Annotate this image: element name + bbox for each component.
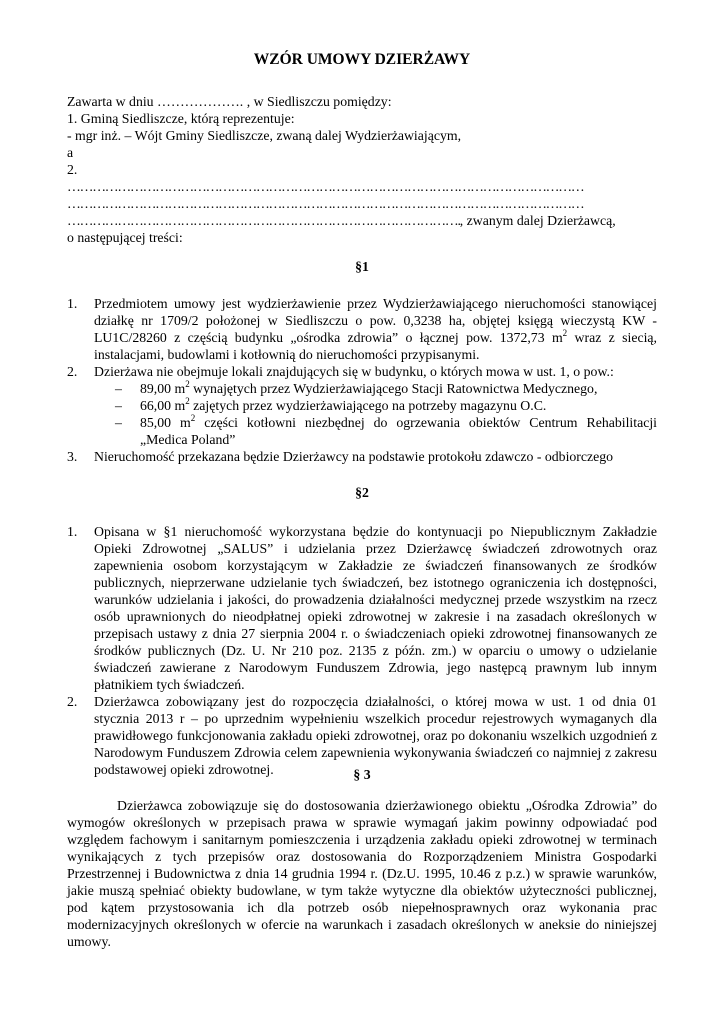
blank-line-3-dots: ………………………………………………………………………………….	[67, 213, 460, 228]
item-text: Nieruchomość przekazana będzie Dzierżawcy na podstawie protokołu zdawczo - odbiorczego	[94, 449, 614, 464]
list-item	[67, 363, 657, 380]
dash-text-cont: zajętych przez wydzierżawiającego na potrzeby magazynu O.C.	[189, 398, 547, 413]
dash-text: 85,00 m	[140, 415, 191, 430]
blank-line-1: ……………………………………………………………………………………………………………	[67, 179, 584, 194]
intro-line-content: o następującej treści:	[67, 230, 183, 245]
dash-text: 89,00 m	[140, 381, 186, 396]
section-2-heading: §2	[355, 485, 369, 500]
dash-bullet: –	[115, 398, 122, 413]
list-item	[67, 295, 657, 363]
section-1-heading: §1	[355, 259, 369, 274]
superscript: 2	[185, 396, 190, 406]
dash-text: 66,00 m	[140, 398, 186, 413]
blank-line-3	[67, 212, 657, 229]
tenant-label: , zwanym dalej Dzierżawcą,	[459, 213, 616, 228]
intro-block	[67, 93, 657, 246]
item-number: 3.	[67, 449, 78, 464]
dash-text-cont: wynajętych przez Wydzierżawiającego Stacji Ratownictwa Medycznego,	[189, 381, 598, 396]
page-title: WZÓR UMOWY DZIERŻAWY	[253, 51, 471, 68]
intro-line-date: Zawarta w dniu ………………. , w Siedliszczu pomiędzy:	[67, 94, 392, 109]
list-item	[67, 448, 657, 465]
dash-item	[67, 380, 657, 397]
intro-line-representative: - mgr inż. – Wójt Gminy Siedliszcze, zwaną dalej Wydzierżawiającym,	[67, 128, 462, 143]
item-text-cont: wraz z siecią, instalacjami, budowlami i kotłownią do nieruchomości przypisanymi.	[94, 330, 657, 362]
dash-item	[67, 414, 657, 448]
item-number: 1.	[67, 296, 78, 311]
item-text: Opisana w §1 nieruchomość wykorzystana będzie do kontynuacji po Niepublicznym Zakładzie Opieki Zdrowotnej „SALUS” i udzielania przez Dzierżawcę świadczeń zdrowotnych oraz zapewnienia osobom korzystającym w Zakładzie ze świadczeń finansowanych ze środków publicznych, nieprzerwane udzielanie tych świadczeń, bez istotnego ograniczenia ich dostępności, warunków udzielania i jakości, do prowadzenia działalności medycznej przede wszystkim na rzecz osób uprawnionych do nieodpłatnej opieki zdrowotnej w zakresie i na zasadach określonych w przepisach ustawy z dnia 27 sierpnia 2004 r. o świadczeniach opieki zdrowotnej finansowanych ze środków publicznych (Dz. U. Nr 210 poz. 2135 z późn. zm.) w oparciu o umowy o udzielanie świadczeń zawierane z Narodowym Funduszem Zdrowia, jego następcą prawnym lub innym płatnikiem tych świadczeń.	[94, 524, 657, 692]
item-number: 2.	[67, 694, 78, 709]
intro-line-party1: 1. Gminą Siedliszcze, którą reprezentuje:	[67, 111, 295, 126]
section-3-paragraph: Dzierżawca zobowiązuje się do dostosowania dzierżawionego obiektu „Ośrodka Zdrowia” do wymogów określonych w przepisach prawa w sprawie wymagań jakim powinny odpowiadać pod względem fachowym i sanitarnym pomieszczenia i urządzenia zakładu opieki zdrowotnej w terminach wynikających z tych przepisów oraz dostosowania do Rozporządzeniem Ministra Gospodarki Przestrzennej i Budownictwa z dnia 14 grudnia 1994 r. (Dz.U. 1995, 10.46 z p.z.) w sprawie warunków, jakie muszą spełniać obiekty budowlane, w tym także wytyczne dla obiektów użyteczności publicznej, pod kątem przystosowania ich dla potrzeb osób niepełnosprawnych oraz wykonania prac modernizacyjnych określonych w ofercie na warunkach i zasadach określonych w aneksie do niniejszej umowy.	[67, 798, 657, 949]
superscript: 2	[190, 413, 196, 423]
blank-line-2: ……………………………………………………………………………………………………………	[67, 196, 584, 211]
item-text: Przedmiotem umowy jest wydzierżawienie przez Wydzierżawiającego nieruchomości stanowiącej działkę nr 1709/2 położonej w Siedliszczu o pow. 0,3238 ha, objętej księgą wieczystą KW - LU1C/28260 z częścią budynku „ośrodka zdrowia” o łącznej pow. 1372,73 m	[94, 296, 657, 345]
item-text: Dzierżawa nie obejmuje lokali znajdujących się w budynku, o których mowa w ust. 1, o pow.:	[94, 364, 614, 379]
intro-line-and: a	[67, 145, 74, 160]
dash-text-cont: części kotłowni niezbędnej do ogrzewania obiektów Centrum Rehabilitacji „Medica Poland”	[140, 415, 657, 447]
section-3-heading: § 3	[353, 767, 371, 782]
superscript: 2	[562, 328, 568, 338]
list-item	[67, 523, 657, 693]
intro-line-party2: 2.	[67, 162, 78, 177]
dash-item	[67, 397, 657, 414]
item-text: Dzierżawca zobowiązany jest do rozpoczęcia działalności, o której mowa w ust. 1 od dnia 01 stycznia 2013 r – po uprzednim wypełnieniu wszelkich procedur rejestrowych wymaganych dla prawidłowego funkcjonowania zakładu opieki zdrowotnej, oraz po dokonaniu wszelkich uzgodnień z Narodowym Funduszem Zdrowia celem zapewnienia wykonywania świadczeń co najmniej z zakresu podstawowej opieki zdrowotnej.	[94, 694, 657, 777]
section-2-list	[67, 523, 657, 778]
section-1-list	[67, 295, 657, 465]
item-number: 1.	[67, 524, 78, 539]
item-number: 2.	[67, 364, 78, 379]
superscript: 2	[185, 379, 190, 389]
dash-bullet: –	[115, 381, 122, 396]
dash-bullet: –	[115, 415, 122, 430]
